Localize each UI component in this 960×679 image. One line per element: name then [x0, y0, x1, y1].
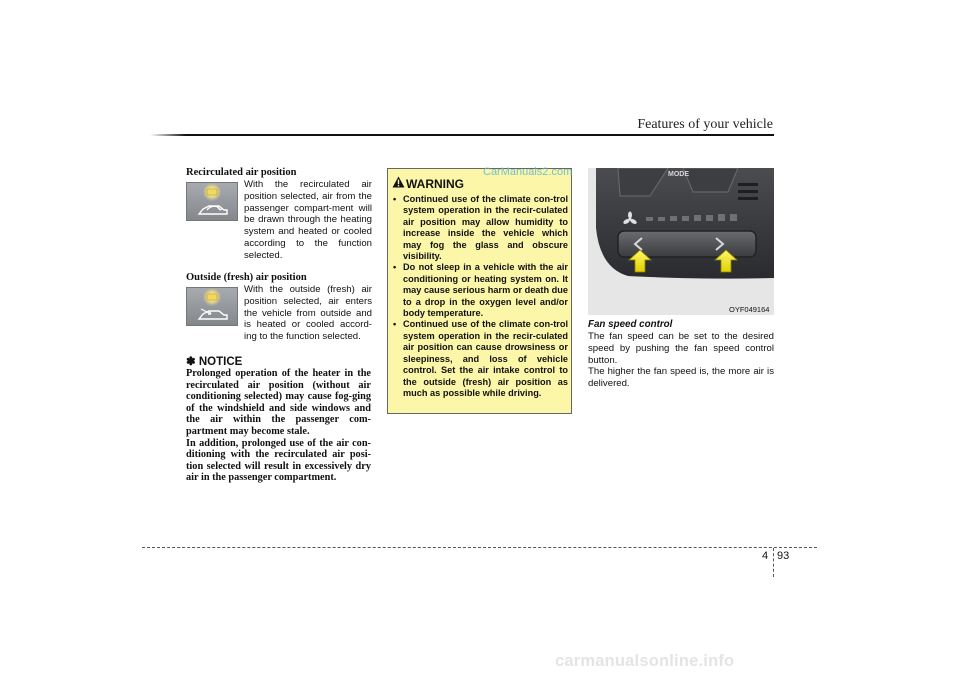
- watermark-top: CarManuals2.com: [483, 166, 573, 178]
- warning-item: [392, 194, 568, 262]
- notice-heading: [186, 354, 242, 368]
- warning-item: [392, 262, 568, 319]
- bullet-icon: •: [393, 194, 397, 204]
- bullet-icon: •: [393, 262, 397, 273]
- notice-paragraph: In addition, prolonged use of the air con-ditioning with the recirculated air posi-tion selected will result in excessively dry air in the passenger compartment.: [186, 437, 371, 484]
- fan-control-photo: [588, 168, 774, 315]
- watermark-bottom: carmanualsonline.info: [555, 652, 735, 670]
- chapter-number: 4: [762, 550, 769, 562]
- notice-heading-label: NOTICE: [198, 356, 243, 368]
- header-rule-fade: [150, 134, 186, 136]
- footer-rule: [142, 547, 817, 548]
- notice-paragraph: Prolonged operation of the heater in the recirculated air position (without air conditioning selected) may cause fog-ging of the windshield and side windows and the air within the passenger com-partment may become stale.: [186, 368, 371, 437]
- fan-speed-body: [588, 331, 774, 390]
- notice-icon: ✽: [186, 356, 196, 368]
- photo-code: OYF049164: [729, 305, 770, 314]
- outside-text: With the outside (fresh) air position selected, air enters the vehicle from outside and is heated or cooled accord-ing to the function selected.: [244, 284, 372, 343]
- fan-speed-paragraph: The higher the fan speed is, the more air is delivered.: [588, 366, 774, 390]
- warning-item: [392, 319, 568, 399]
- mode-label: MODE: [668, 171, 689, 178]
- header-rule: [186, 134, 774, 136]
- warning-title: WARNING: [406, 177, 464, 191]
- fan-speed-heading: Fan speed control: [588, 319, 673, 330]
- warning-list: [392, 194, 568, 399]
- page-number: 93: [777, 550, 790, 562]
- page-number-divider: [773, 548, 774, 577]
- warning-item-text: Continued use of the climate con-trol system operation in the recir-culated air position can cause drowsiness or sleepiness, and loss of vehicle control. Set the air intake control to the outside (fresh) air position as much as possible while driving.: [403, 319, 568, 398]
- recirculated-heading: Recirculated air position: [186, 167, 297, 178]
- fan-speed-paragraph: The fan speed can be set to the desired speed by pushing the fan speed control button.: [588, 331, 774, 366]
- notice-body: [186, 368, 371, 484]
- recirculated-text: With the recirculated air position selected, air from the passenger compart-ment will be drawn through the heating system and heated or cooled according to the function selected.: [244, 179, 372, 261]
- section-title: Features of your vehicle: [637, 117, 773, 132]
- bullet-icon: •: [393, 319, 397, 330]
- recirculated-air-icon: [186, 182, 238, 221]
- warning-item-text: Do not sleep in a vehicle with the air conditioning or heating system on. It may cause serious harm or death due to a drop in the oxygen level and/or body temperature.: [403, 262, 568, 319]
- warning-triangle-icon: [392, 176, 405, 188]
- outside-air-icon: [186, 287, 238, 326]
- warning-item-text: Continued use of the climate con-trol system operation in the recir-culated air position may allow humidity to increase inside the vehicle which may fog the glass and obscure visibility.: [403, 194, 568, 262]
- outside-heading: Outside (fresh) air position: [186, 272, 307, 283]
